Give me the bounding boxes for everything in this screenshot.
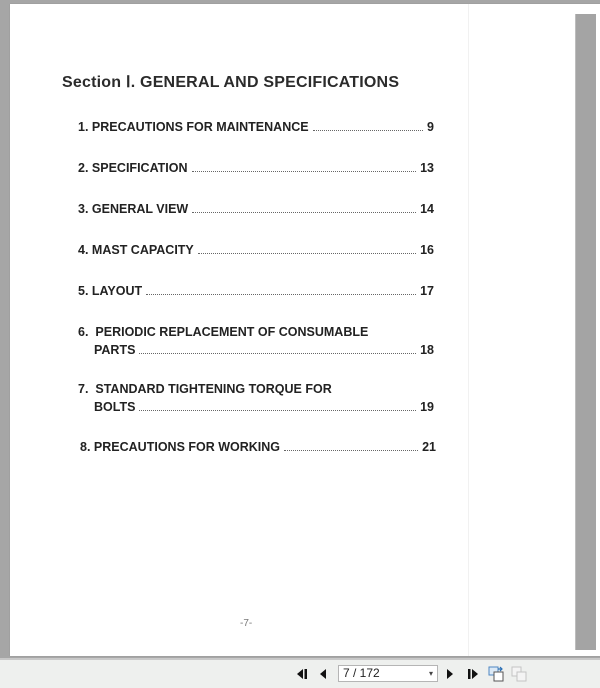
dot-leader: [146, 293, 416, 295]
next-page-icon: [446, 668, 454, 680]
toc-item-number: 6.: [78, 325, 89, 339]
toc-item-page: 17: [420, 284, 434, 298]
toc-item-page: 21: [422, 440, 436, 454]
dropdown-arrow-icon: ▾: [428, 669, 433, 678]
toc-item: [78, 325, 434, 361]
previous-page-button[interactable]: [318, 667, 328, 681]
toc-item-page: 14: [420, 202, 434, 216]
toc-item-label: PRECAUTIONS FOR WORKING: [93, 440, 281, 454]
page-divider: [468, 4, 469, 656]
dot-leader: [284, 449, 418, 451]
toc-item-number: 3.: [78, 202, 89, 216]
page-indicator: 7 / 172: [343, 666, 380, 680]
toc-item-label: PERIODIC REPLACEMENT OF CONSUMABLE: [95, 325, 369, 339]
page-footer-number: -7-: [240, 618, 253, 629]
last-page-button[interactable]: [465, 667, 479, 681]
toc-item-label: STANDARD TIGHTENING TORQUE FOR: [95, 382, 332, 396]
toc-item-label-continued: BOLTS: [94, 400, 136, 414]
dot-leader: [192, 170, 417, 172]
toc-item: [78, 120, 434, 138]
toc-item-label: LAYOUT: [91, 284, 143, 298]
first-page-button[interactable]: [296, 667, 310, 681]
toc-item-number: 4.: [78, 243, 89, 257]
single-page-view-button[interactable]: [488, 666, 504, 682]
toc-item-label: SPECIFICATION: [91, 161, 188, 175]
pdf-page: [10, 4, 600, 656]
toc-item: [80, 440, 436, 458]
toc-item: [78, 243, 434, 261]
dot-leader: [313, 129, 423, 131]
toc-item-page: 9: [427, 120, 434, 134]
toc-item: [78, 382, 434, 418]
toc-item-number: 5.: [78, 284, 89, 298]
last-page-icon: [466, 668, 478, 680]
toc-item-page: 18: [420, 343, 434, 357]
toc-item-page: 13: [420, 161, 434, 175]
toc-item-number: 7.: [78, 382, 89, 396]
toc-item-number: 2.: [78, 161, 89, 175]
toc-item-number: 8.: [80, 440, 91, 454]
toc-item-number: 1.: [78, 120, 89, 134]
page-number-select[interactable]: [338, 665, 438, 682]
two-page-view-button[interactable]: [511, 666, 527, 682]
toc-item-label: PRECAUTIONS FOR MAINTENANCE: [91, 120, 309, 134]
dot-leader: [139, 409, 416, 411]
previous-page-icon: [319, 668, 327, 680]
toc-item-page: 16: [420, 243, 434, 257]
toc-item-label-continued: PARTS: [94, 343, 136, 357]
next-page-button[interactable]: [445, 667, 455, 681]
toc-item-label: MAST CAPACITY: [91, 243, 194, 257]
page-edge-strip: [575, 14, 596, 650]
toc-item: [78, 161, 434, 179]
single-page-view-icon: [488, 666, 504, 682]
section-title: Section Ⅰ. GENERAL AND SPECIFICATIONS: [62, 74, 400, 91]
toc-item: [78, 284, 434, 302]
dot-leader: [139, 352, 416, 354]
dot-leader: [198, 252, 416, 254]
toc-item-label: GENERAL VIEW: [91, 202, 189, 216]
first-page-icon: [297, 668, 309, 680]
toc-item: [78, 202, 434, 220]
toc-item-page: 19: [420, 400, 434, 414]
dot-leader: [192, 211, 416, 213]
navigation-toolbar: [0, 658, 600, 688]
two-page-view-icon: [511, 666, 527, 682]
